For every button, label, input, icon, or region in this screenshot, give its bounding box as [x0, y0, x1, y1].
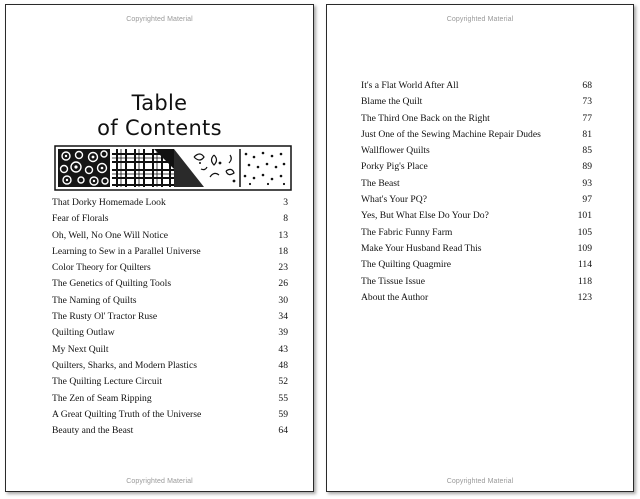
toc-entry-title: Porky Pig's Place [361, 161, 428, 173]
toc-entry-title: It's a Flat World After All [361, 80, 459, 91]
toc-entry-page-number: 85 [582, 145, 592, 157]
toc-entry [361, 243, 592, 259]
toc-list-right [361, 80, 592, 308]
toc-entry [361, 292, 592, 308]
toc-entry-title: The Zen of Seam Ripping [52, 392, 152, 404]
toc-entry-page-number: 26 [278, 278, 288, 290]
toc-entry [52, 360, 288, 376]
toc-entry-title: The Quilting Lecture Circuit [52, 376, 163, 388]
toc-entry-page-number: 48 [278, 359, 288, 371]
title-line-2: of Contents [97, 116, 222, 141]
toc-entry-title: Make Your Husband Read This [361, 242, 482, 254]
toc-entry-title: Quilting Outlaw [52, 327, 115, 339]
quilt-polka-block [58, 149, 110, 187]
toc-entry-title: Oh, Well, No One Will Notice [52, 229, 168, 241]
toc-entry-title: That Dorky Homemade Look [52, 197, 166, 208]
toc-entry [52, 262, 288, 278]
toc-entry-title: The Naming of Quilts [52, 294, 137, 306]
toc-entry-title: The Tissue Issue [361, 275, 425, 287]
toc-entry [52, 327, 288, 343]
toc-entry [361, 227, 592, 243]
toc-entry-title: Yes, But What Else Do Your Do? [361, 210, 489, 222]
toc-entry-title: The Quilting Quagmire [361, 259, 452, 271]
copyright-watermark-top: Copyrighted Material [126, 16, 193, 23]
toc-entry [52, 409, 288, 425]
toc-entry-page-number: 52 [278, 376, 288, 388]
toc-entry-page-number: 3 [283, 197, 288, 208]
toc-entry-page-number: 23 [278, 262, 288, 274]
page-title [6, 91, 313, 141]
toc-entry-title: Beauty and the Beast [52, 425, 134, 437]
toc-entry-title: The Beast [361, 177, 400, 189]
toc-entry-title: Wallflower Quilts [361, 145, 430, 157]
toc-entry-page-number: 18 [278, 245, 288, 257]
toc-entry-page-number: 39 [278, 327, 288, 339]
toc-entry-title: Color Theory for Quilters [52, 262, 151, 274]
toc-entry-title: Blame the Quilt [361, 96, 423, 108]
toc-entry-page-number: 43 [278, 343, 288, 355]
toc-entry-page-number: 118 [577, 275, 592, 287]
toc-entry-title: My Next Quilt [52, 343, 109, 355]
toc-entry-page-number: 101 [577, 210, 592, 222]
toc-entry [361, 161, 592, 177]
toc-entry [52, 295, 288, 311]
toc-entry-page-number: 64 [278, 425, 288, 437]
toc-entry [52, 197, 288, 213]
toc-list-left [52, 197, 288, 441]
quilt-swirl-block [174, 149, 240, 187]
toc-entry [52, 213, 288, 229]
toc-entry-page-number: 109 [577, 242, 592, 254]
toc-entry [361, 80, 592, 96]
toc-entry-title: Fear of Florals [52, 213, 109, 225]
toc-entry [361, 210, 592, 226]
toc-entry-page-number: 30 [278, 294, 288, 306]
toc-entry [361, 259, 592, 275]
toc-entry [52, 230, 288, 246]
toc-entry-page-number: 55 [278, 392, 288, 404]
toc-entry [361, 96, 592, 112]
toc-entry-page-number: 68 [582, 80, 592, 91]
toc-entry-page-number: 105 [577, 226, 592, 238]
toc-entry-page-number: 114 [577, 259, 592, 271]
left-page [5, 4, 314, 492]
toc-entry-page-number: 77 [582, 112, 592, 124]
toc-entry [52, 278, 288, 294]
toc-entry [52, 311, 288, 327]
toc-entry-page-number: 34 [278, 311, 288, 323]
toc-entry-page-number: 123 [577, 291, 592, 303]
toc-entry-page-number: 93 [582, 177, 592, 189]
toc-entry-page-number: 81 [582, 128, 592, 140]
copyright-watermark-top: Copyrighted Material [446, 16, 514, 23]
quilt-pattern-illustration [54, 145, 292, 191]
toc-entry [361, 129, 592, 145]
toc-entry-page-number: 97 [582, 194, 592, 206]
toc-entry-page-number: 73 [582, 96, 592, 108]
toc-entry [52, 246, 288, 262]
toc-entry-title: Learning to Sew in a Parallel Universe [52, 245, 201, 257]
toc-entry-title: Just One of the Sewing Machine Repair Dudes [361, 128, 541, 140]
toc-entry-title: The Genetics of Quilting Tools [52, 278, 172, 290]
toc-entry [361, 178, 592, 194]
toc-entry-title: Quilters, Sharks, and Modern Plastics [52, 359, 197, 371]
toc-entry-page-number: 89 [582, 161, 592, 173]
toc-entry [52, 344, 288, 360]
toc-entry-title: The Fabric Funny Farm [361, 226, 453, 238]
toc-entry-page-number: 59 [278, 408, 288, 420]
title-line-1: Table [131, 91, 188, 116]
toc-entry [52, 425, 288, 441]
toc-entry [52, 376, 288, 392]
toc-entry-title: About the Author [361, 291, 429, 303]
toc-entry-page-number: 13 [278, 229, 288, 241]
toc-entry [361, 194, 592, 210]
copyright-watermark-bottom: Copyrighted Material [446, 478, 514, 485]
toc-entry-title: What's Your PQ? [361, 194, 427, 206]
toc-entry-title: The Rusty Ol' Tractor Ruse [52, 311, 158, 323]
toc-entry-title: The Third One Back on the Right [361, 112, 490, 124]
quilt-plaid-block [112, 149, 174, 187]
toc-entry [361, 113, 592, 129]
toc-entry [52, 393, 288, 409]
copyright-watermark-bottom: Copyrighted Material [126, 478, 193, 485]
right-page [326, 4, 634, 492]
toc-entry-title: A Great Quilting Truth of the Universe [52, 408, 202, 420]
toc-entry [361, 276, 592, 292]
toc-entry [361, 145, 592, 161]
quilt-dotted-block [240, 149, 288, 187]
toc-entry-page-number: 8 [283, 213, 288, 225]
